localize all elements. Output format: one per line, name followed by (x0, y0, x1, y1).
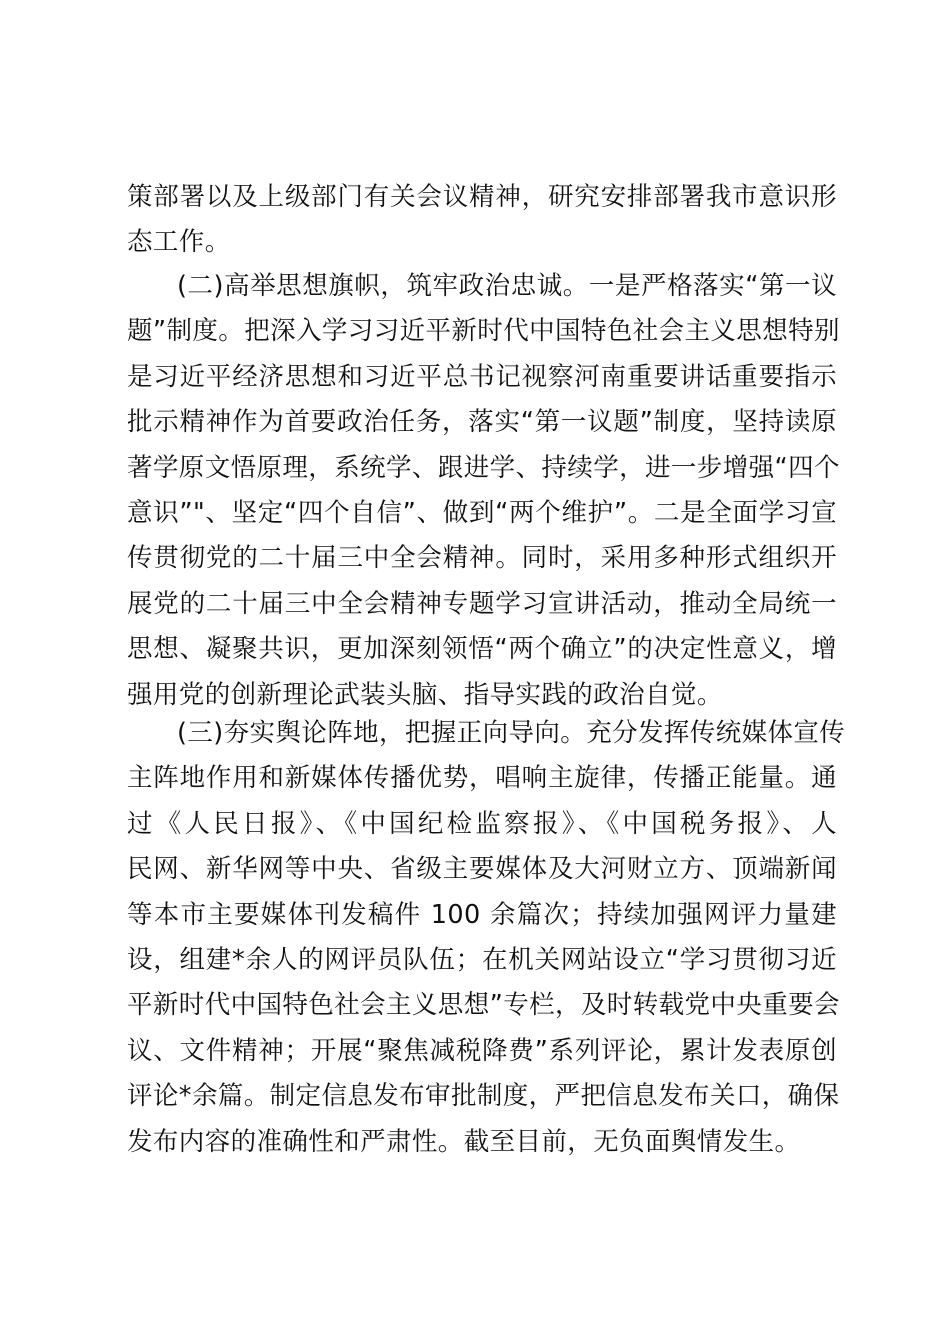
text-line: 民网、新华网等中央、省级主要媒体及大河财立方、顶端新闻 (127, 854, 837, 885)
paragraph-continuation (127, 175, 837, 266)
text-line: 思想、凝聚共识，更加深刻领悟“两个确立”的决定性意义，增 (127, 634, 837, 665)
text-line: 态工作。 (127, 227, 231, 258)
text-line: 意识”"、坚定“四个自信”、做到“两个维护”。二是全面学习宣 (127, 497, 837, 528)
paragraph-section-two (127, 264, 840, 718)
text-line: 策部署以及上级部门有关会议精神，研究安排部署我市意识形 (127, 182, 837, 212)
text-line: (二)高举思想旗帜，筑牢政治忠诚。一是严格落实“第一议 (177, 271, 837, 301)
text-line: 展党的二十届三中全会精神专题学习宣讲活动，推动全局统一 (127, 588, 837, 619)
text-line: 评论*余篇。制定信息发布审批制度，严把信息发布关口，确保 (127, 1081, 840, 1112)
text-line: 设，组建*余人的网评员队伍；在机关网站设立“学习贯彻习近 (127, 944, 837, 975)
text-line: 发布内容的准确性和严肃性。截至目前，无负面舆情发生。 (127, 1126, 801, 1157)
text-line: 传贯彻党的二十届三中全会精神。同时，采用多种形式组织开 (127, 543, 837, 574)
text-line: 议、文件精神；开展“聚焦减税降费”系列评论，累计发表原创 (127, 1035, 837, 1066)
text-line: (三)夯实舆论阵地，把握正向导向。充分发挥传统媒体宣传 (177, 718, 846, 748)
text-line: 主阵地作用和新媒体传播优势，唱响主旋律，传播正能量。通 (127, 763, 837, 794)
text-line: 著学原文悟原理，系统学、跟进学、持续学，进一步增强“四个 (127, 452, 840, 483)
text-line: 等本市主要媒体刊发稿件 100 余篇次；持续加强网评力量建 (127, 899, 837, 930)
text-line: 批示精神作为首要政治任务，落实“第一议题”制度，坚持读原 (127, 407, 837, 438)
text-line: 题”制度。把深入学习习近平新时代中国特色社会主义思想特别 (127, 316, 840, 347)
text-line: 平新时代中国特色社会主义思想”专栏，及时转载党中央重要会 (127, 990, 840, 1021)
paragraph-section-three (127, 711, 846, 1165)
text-line: 是习近平经济思想和习近平总书记视察河南重要讲话重要指示 (127, 361, 837, 392)
text-line: 强用党的创新理论武装头脑、指导实践的政治自觉。 (127, 679, 723, 710)
text-line: 过《人民日报》、《中国纪检监察报》、《中国税务报》、人 (127, 808, 837, 839)
